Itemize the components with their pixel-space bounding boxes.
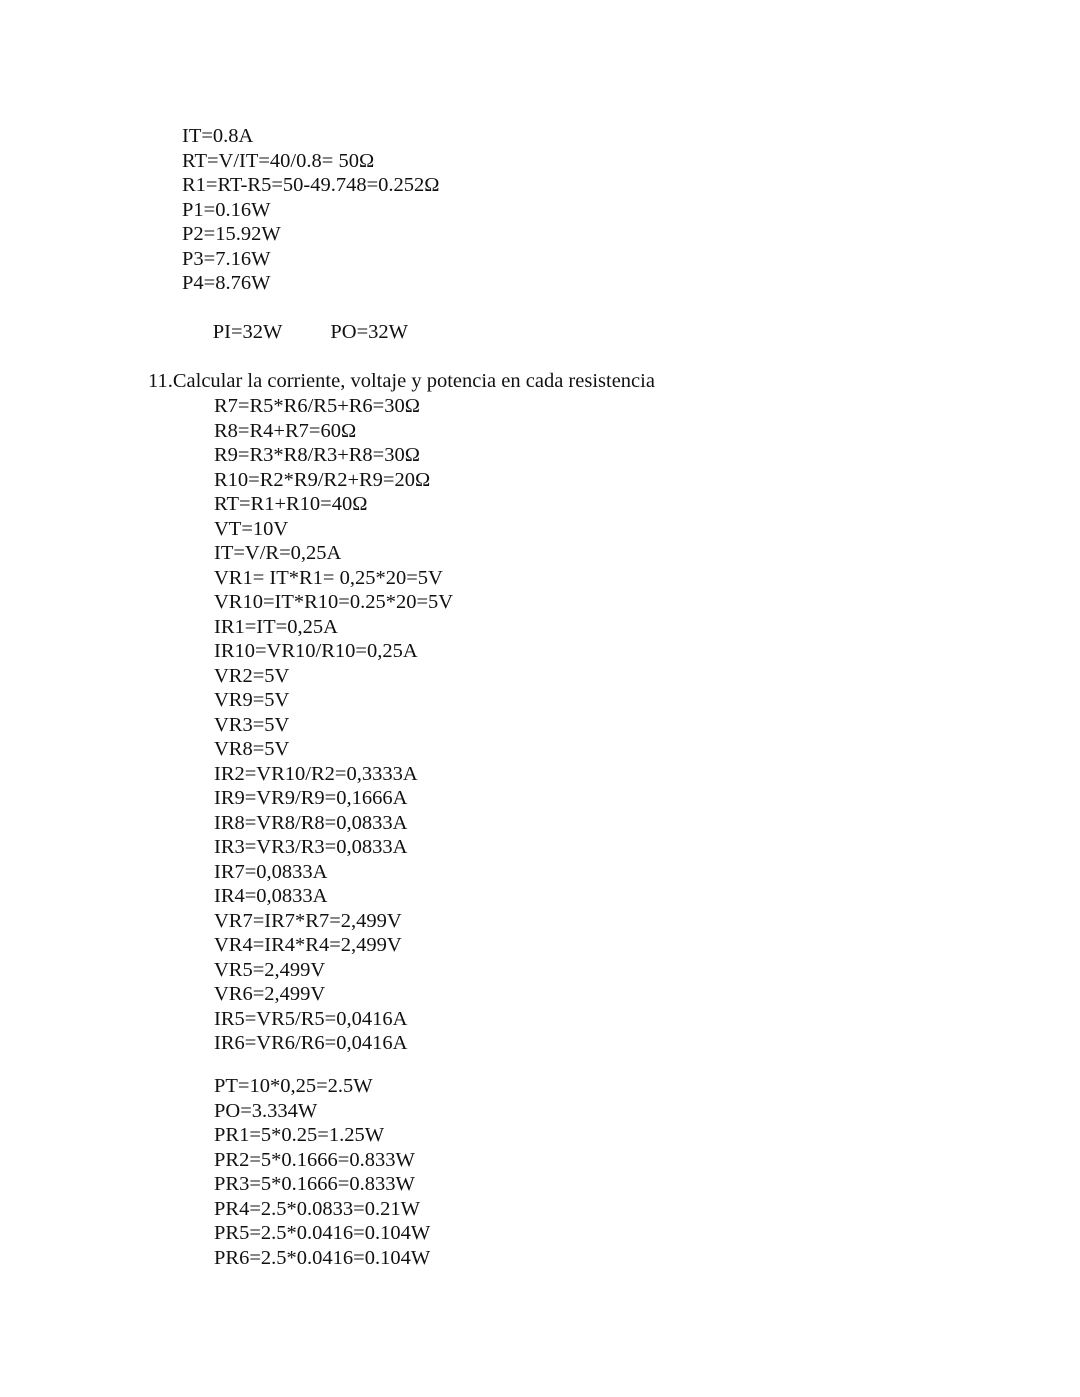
power-line: PR2=5*0.1666=0.833W [214,1148,415,1171]
power-line: PR6=2.5*0.0416=0.104W [214,1246,431,1269]
result-line: IT=0.8A [182,125,254,147]
calc-line: IR8=VR8/R8=0,0833A [214,811,408,834]
power-line: PO=3.334W [214,1099,318,1122]
power-input-value: PI=32W [212,321,283,343]
calc-line: VT=10V [214,517,289,540]
calc-line: R9=R3*R8/R3+R8=30Ω [214,444,420,466]
calc-line: IR9=VR9/R9=0,1666A [214,787,408,809]
calculation-block [214,394,453,1056]
exercise-title: 11.Calcular la corriente, voltaje y potencia en cada resistencia [148,370,655,392]
calc-line: VR8=5V [214,738,290,760]
calc-line: IR5=VR5/R5=0,0416A [214,1007,408,1030]
calc-line: VR9=5V [214,689,290,711]
calc-line: IT=V/R=0,25A [214,542,342,564]
calc-line: IR4=0,0833A [214,885,328,907]
power-line: PR4=2.5*0.0833=0.21W [214,1197,420,1220]
calc-line: VR7=IR7*R7=2,499V [214,909,402,932]
calc-line: IR1=IT=0,25A [214,615,338,638]
calc-line: R8=R4+R7=60Ω [214,419,357,442]
result-line: P2=15.92W [182,223,281,245]
power-line: PR5=2.5*0.0416=0.104W [214,1222,431,1244]
calc-line: VR3=5V [214,713,290,736]
calc-line: IR7=0,0833A [214,860,328,883]
calc-line: IR3=VR3/R3=0,0833A [214,836,408,858]
power-block [214,1074,430,1270]
previous-results-block [182,124,440,343]
calc-line: R7=R5*R6/R5+R6=30Ω [214,395,420,417]
result-line: RT=V/IT=40/0.8= 50Ω [182,149,375,172]
calc-line: VR5=2,499V [214,958,326,981]
calc-line: VR10=IT*R10=0.25*20=5V [214,591,454,613]
calc-line: IR6=VR6/R6=0,0416A [214,1032,408,1054]
power-line: PT=10*0,25=2.5W [214,1075,373,1097]
result-line: P3=7.16W [182,247,271,270]
calc-line: VR2=5V [214,664,290,687]
calc-line: R10=R2*R9/R2+R9=20Ω [214,468,431,491]
result-line: P4=8.76W [182,272,271,294]
power-pair-line [182,296,440,343]
result-line: P1=0.16W [182,198,271,221]
power-line: PR3=5*0.1666=0.833W [214,1173,415,1195]
calc-line: VR1= IT*R1= 0,25*20=5V [214,566,443,589]
calc-line: IR10=VR10/R10=0,25A [214,640,418,662]
calc-line: IR2=VR10/R2=0,3333A [214,762,418,785]
result-line: R1=RT-R5=50-49.748=0.252Ω [182,174,440,196]
calc-line: VR4=IR4*R4=2,499V [214,934,402,956]
power-output-value: PO=32W [330,321,409,343]
calc-line: VR6=2,499V [214,983,326,1005]
power-line: PR1=5*0.25=1.25W [214,1124,385,1146]
calc-line: RT=R1+R10=40Ω [214,493,368,515]
